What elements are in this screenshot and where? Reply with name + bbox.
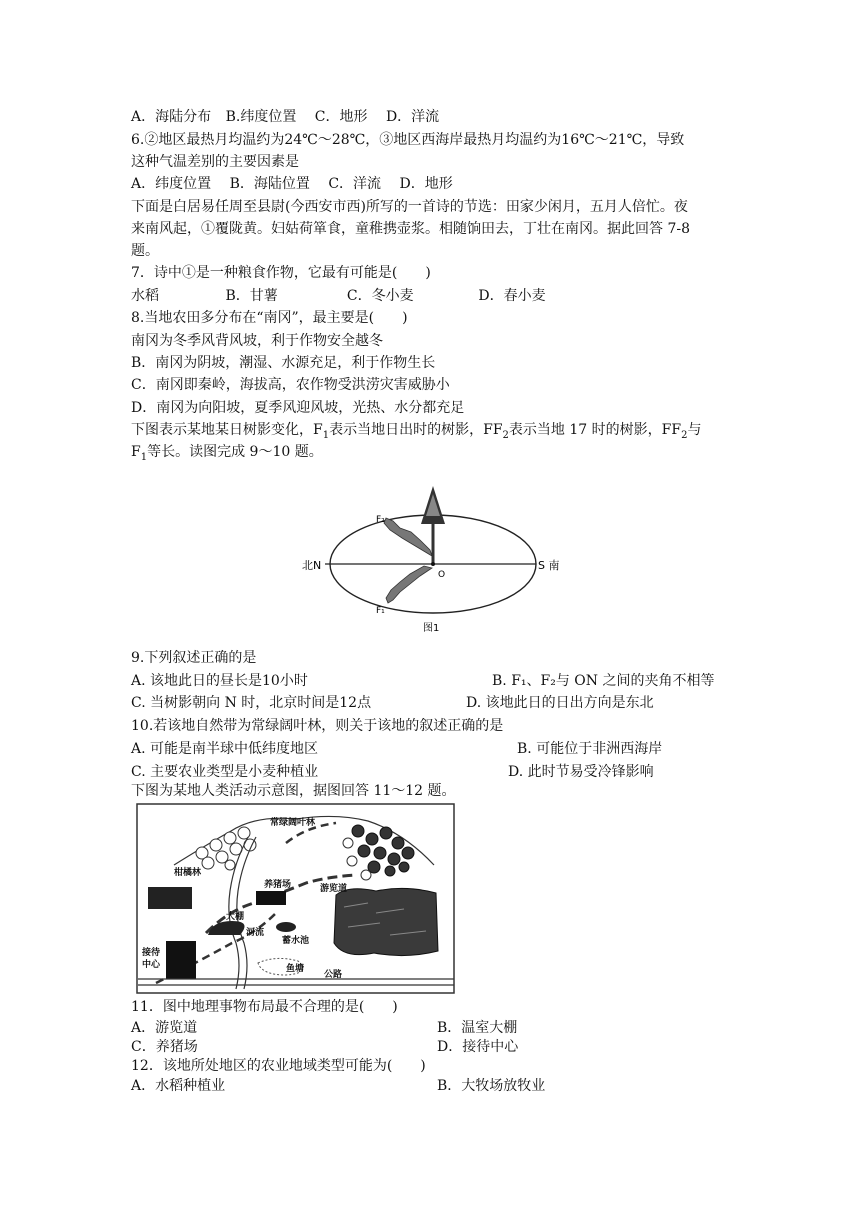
fig1-intro-line-1: 下图表示某地某日树影变化，$F_1$表示当地日出时的树影，$FF_2$表示当地 17 时的树影，$FF_2$与 — [131, 422, 702, 441]
shadow-f1 — [386, 566, 432, 603]
q6-option-c: C．洋流 — [328, 176, 382, 192]
label-orange-grove: 柑橘林 — [174, 868, 202, 878]
center-label: O — [438, 570, 446, 580]
tree-shadow-figure — [290, 478, 580, 638]
q10-option-c: C. 主要农业类型是小麦种植业 — [131, 764, 319, 780]
poem-intro-line-2: 来南风起，①覆陇黄。妇姑荷箪食，童稚携壶浆。相随饷田去，丁壮在南冈。据此回答 7-8 — [131, 221, 690, 237]
q12-option-b: B．大牧场放牧业 — [437, 1078, 546, 1094]
q10-option-d: D. 此时节易受冷锋影响 — [508, 764, 654, 780]
q11-option-d: D．接待中心 — [437, 1039, 519, 1055]
q6-options — [131, 174, 453, 194]
label-forest: 常绿阔叶林 — [270, 818, 316, 828]
q6-option-d: D．地形 — [399, 176, 453, 192]
q12-option-a: A．水稻种植业 — [131, 1078, 226, 1094]
q6-stem-line-2: 这种气温差别的主要因素是 — [131, 154, 299, 170]
q6-stem-line-1: 6.②地区最热月均温约为24℃～28℃，③地区西海岸最热月均温约为16℃～21℃，导致 — [131, 132, 685, 148]
label-road: 公路 — [324, 970, 343, 980]
q11-option-a: A．游览道 — [131, 1020, 198, 1036]
label-reception-2: 中心 — [142, 960, 161, 970]
q7-stem: 7．诗中①是一种粮食作物，它最有可能是( ) — [131, 265, 431, 281]
q9-option-d: D. 该地此日的日出方向是东北 — [466, 695, 654, 711]
q10-option-a: A. 可能是南半球中低纬度地区 — [131, 741, 319, 757]
q11-option-b: B．温室大棚 — [437, 1020, 518, 1036]
q8-option-d: D．南冈为向阳坡，夏季风迎风坡，光热、水分都充足 — [131, 400, 465, 416]
q10-stem: 10.若该地自然带为常绿阔叶林，则关于该地的叙述正确的是 — [131, 718, 504, 734]
q10-option-b: B. 可能位于非洲西海岸 — [517, 741, 663, 757]
figure1-caption: 图1 — [423, 623, 440, 634]
f2-label: F₂ — [376, 515, 385, 525]
q8-stem: 8.当地农田多分布在“南冈”，最主要是( ) — [131, 310, 408, 326]
q7-options — [131, 286, 546, 306]
q8-option-c: C．南冈即秦岭，海拔高，农作物受洪涝灾害威胁小 — [131, 377, 450, 393]
fig1-intro-line-2: $F_1$等长。读图完成 9～10 题。 — [131, 444, 323, 463]
q5-option-a: A．海陆分布 — [131, 109, 212, 125]
north-label: 北N — [302, 559, 322, 572]
q9-option-a: A. 该地此日的昼长是10小时 — [131, 673, 308, 689]
pool-shape — [276, 922, 296, 932]
label-trail: 游览道 — [320, 884, 348, 894]
label-greenhouse: 大棚 — [226, 912, 245, 922]
q7-option-d: D．春小麦 — [478, 288, 546, 304]
q8-option-a: 南冈为冬季风背风坡，利于作物安全越冬 — [131, 333, 383, 349]
poem-intro-line-3: 题。 — [131, 243, 159, 259]
q9-stem: 9.下列叙述正确的是 — [131, 650, 257, 666]
label-reception-1: 接待 — [142, 948, 161, 958]
fig2-intro: 下图为某地人类活动示意图，据图回答 11～12 题。 — [131, 783, 456, 799]
pig-farm-building — [256, 891, 286, 905]
label-river: 河流 — [246, 928, 265, 938]
q5-option-c: C．地形 — [314, 109, 368, 125]
q6-option-a: A．纬度位置 — [131, 176, 212, 192]
q8-option-b: B．南冈为阴坡，潮湿、水源充足，利于作物生长 — [131, 355, 436, 371]
south-label: S 南 — [538, 559, 560, 572]
q7-option-c: C．冬小麦 — [346, 288, 414, 304]
q9-option-b: B. F₁、F₂与 ON 之间的夹角不相等 — [492, 673, 715, 689]
label-pig-farm: 养猪场 — [264, 880, 292, 890]
f1-label: F₁ — [376, 606, 385, 616]
q5-option-d: D．洋流 — [385, 109, 440, 125]
human-activity-map — [136, 803, 456, 995]
q12-stem: 12．该地所处地区的农业地域类型可能为( ) — [131, 1058, 426, 1074]
q5-option-b: B.纬度位置 — [225, 109, 297, 125]
label-pool: 蓄水池 — [282, 936, 310, 946]
q11-option-c: C．养猪场 — [131, 1039, 198, 1055]
poem-intro-line-1: 下面是白居易任周至县尉(今西安市西)所写的一首诗的节选：田家少闲月，五月人倍忙。夜 — [131, 199, 688, 215]
label-fishpond: 鱼塘 — [286, 964, 305, 974]
q5-options — [131, 107, 439, 127]
q11-stem: 11．图中地理事物布局最不合理的是( ) — [131, 999, 398, 1015]
q7-option-b: B．甘薯 — [225, 288, 278, 304]
tree-icon — [421, 486, 445, 564]
q9-option-c: C. 当树影朝向 N 时，北京时间是12点 — [131, 695, 372, 711]
center-point — [431, 562, 435, 566]
dark-area-left — [148, 887, 192, 909]
textured-area-right — [334, 888, 438, 955]
q7-option-a: 水稻 — [131, 288, 159, 304]
reception-building — [166, 941, 196, 979]
q6-option-b: B．海陆位置 — [229, 176, 310, 192]
